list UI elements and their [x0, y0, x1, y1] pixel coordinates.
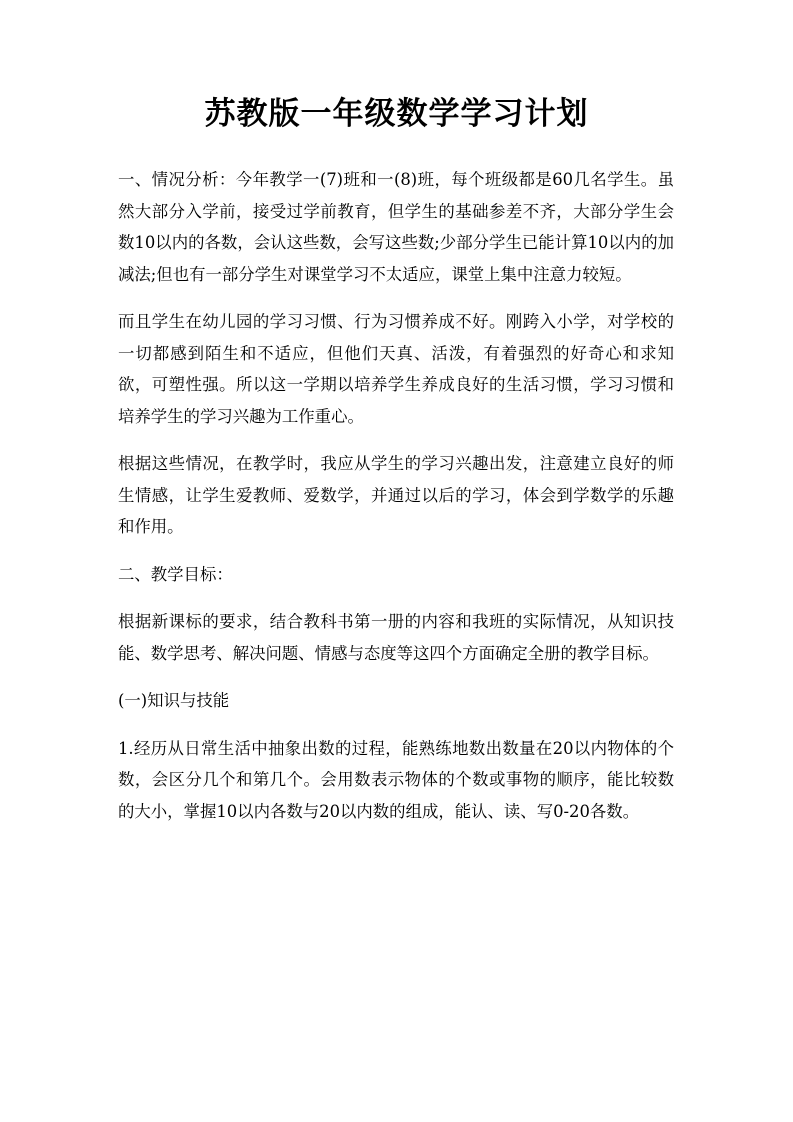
paragraph-teaching-approach: 根据这些情况，在教学时，我应从学生的学习兴趣出发，注意建立良好的师生情感，让学生爱教师、爱数学，并通过以后的学习，体会到学数学的乐趣和作用。: [118, 454, 674, 536]
paragraph-student-habits: 而且学生在幼儿园的学习习惯、行为习惯养成不好。刚跨入小学，对学校的一切都感到陌生和不适应，但他们天真、活泼，有着强烈的好奇心和求知欲，可塑性强。所以这一学期以培养学生养成良好的生活习惯，学习习惯和培养学生的学习兴趣为工作重心。: [118, 312, 674, 426]
paragraph-goal-item-1: 1.经历从日常生活中抽象出数的过程，能熟练地数出数量在20以内物体的个数，会区分几个和第几个。会用数表示物体的个数或事物的顺序，能比较数的大小，掌握10以内各数与20以内数的组成，能认、读、写0-20各数。: [118, 738, 674, 821]
heading-teaching-goals: 二、教学目标：: [118, 564, 233, 584]
document-title: 苏教版一年级数学学习计划: [204, 96, 589, 132]
paragraph-goals-intro: 根据新课标的要求，结合教科书第一册的内容和我班的实际情况，从知识技能、数学思考、解决问题、情感与态度等这四个方面确定全册的教学目标。: [118, 612, 674, 663]
heading-knowledge-skills: (一)知识与技能: [118, 691, 230, 710]
document-body: [118, 164, 674, 843]
paragraph-situation-analysis: 一、情况分析：今年教学一(7)班和一(8)班，每个班级都是60几名学生。虽然大部分入学前，接受过学前教育，但学生的基础参差不齐，大部分学生会数10以内的各数，会认这些数，会写这些数;少部分学生已能计算10以内的加减法;但也有一部分学生对课堂学习不太适应，课堂上集中注意力较短。: [118, 170, 674, 284]
